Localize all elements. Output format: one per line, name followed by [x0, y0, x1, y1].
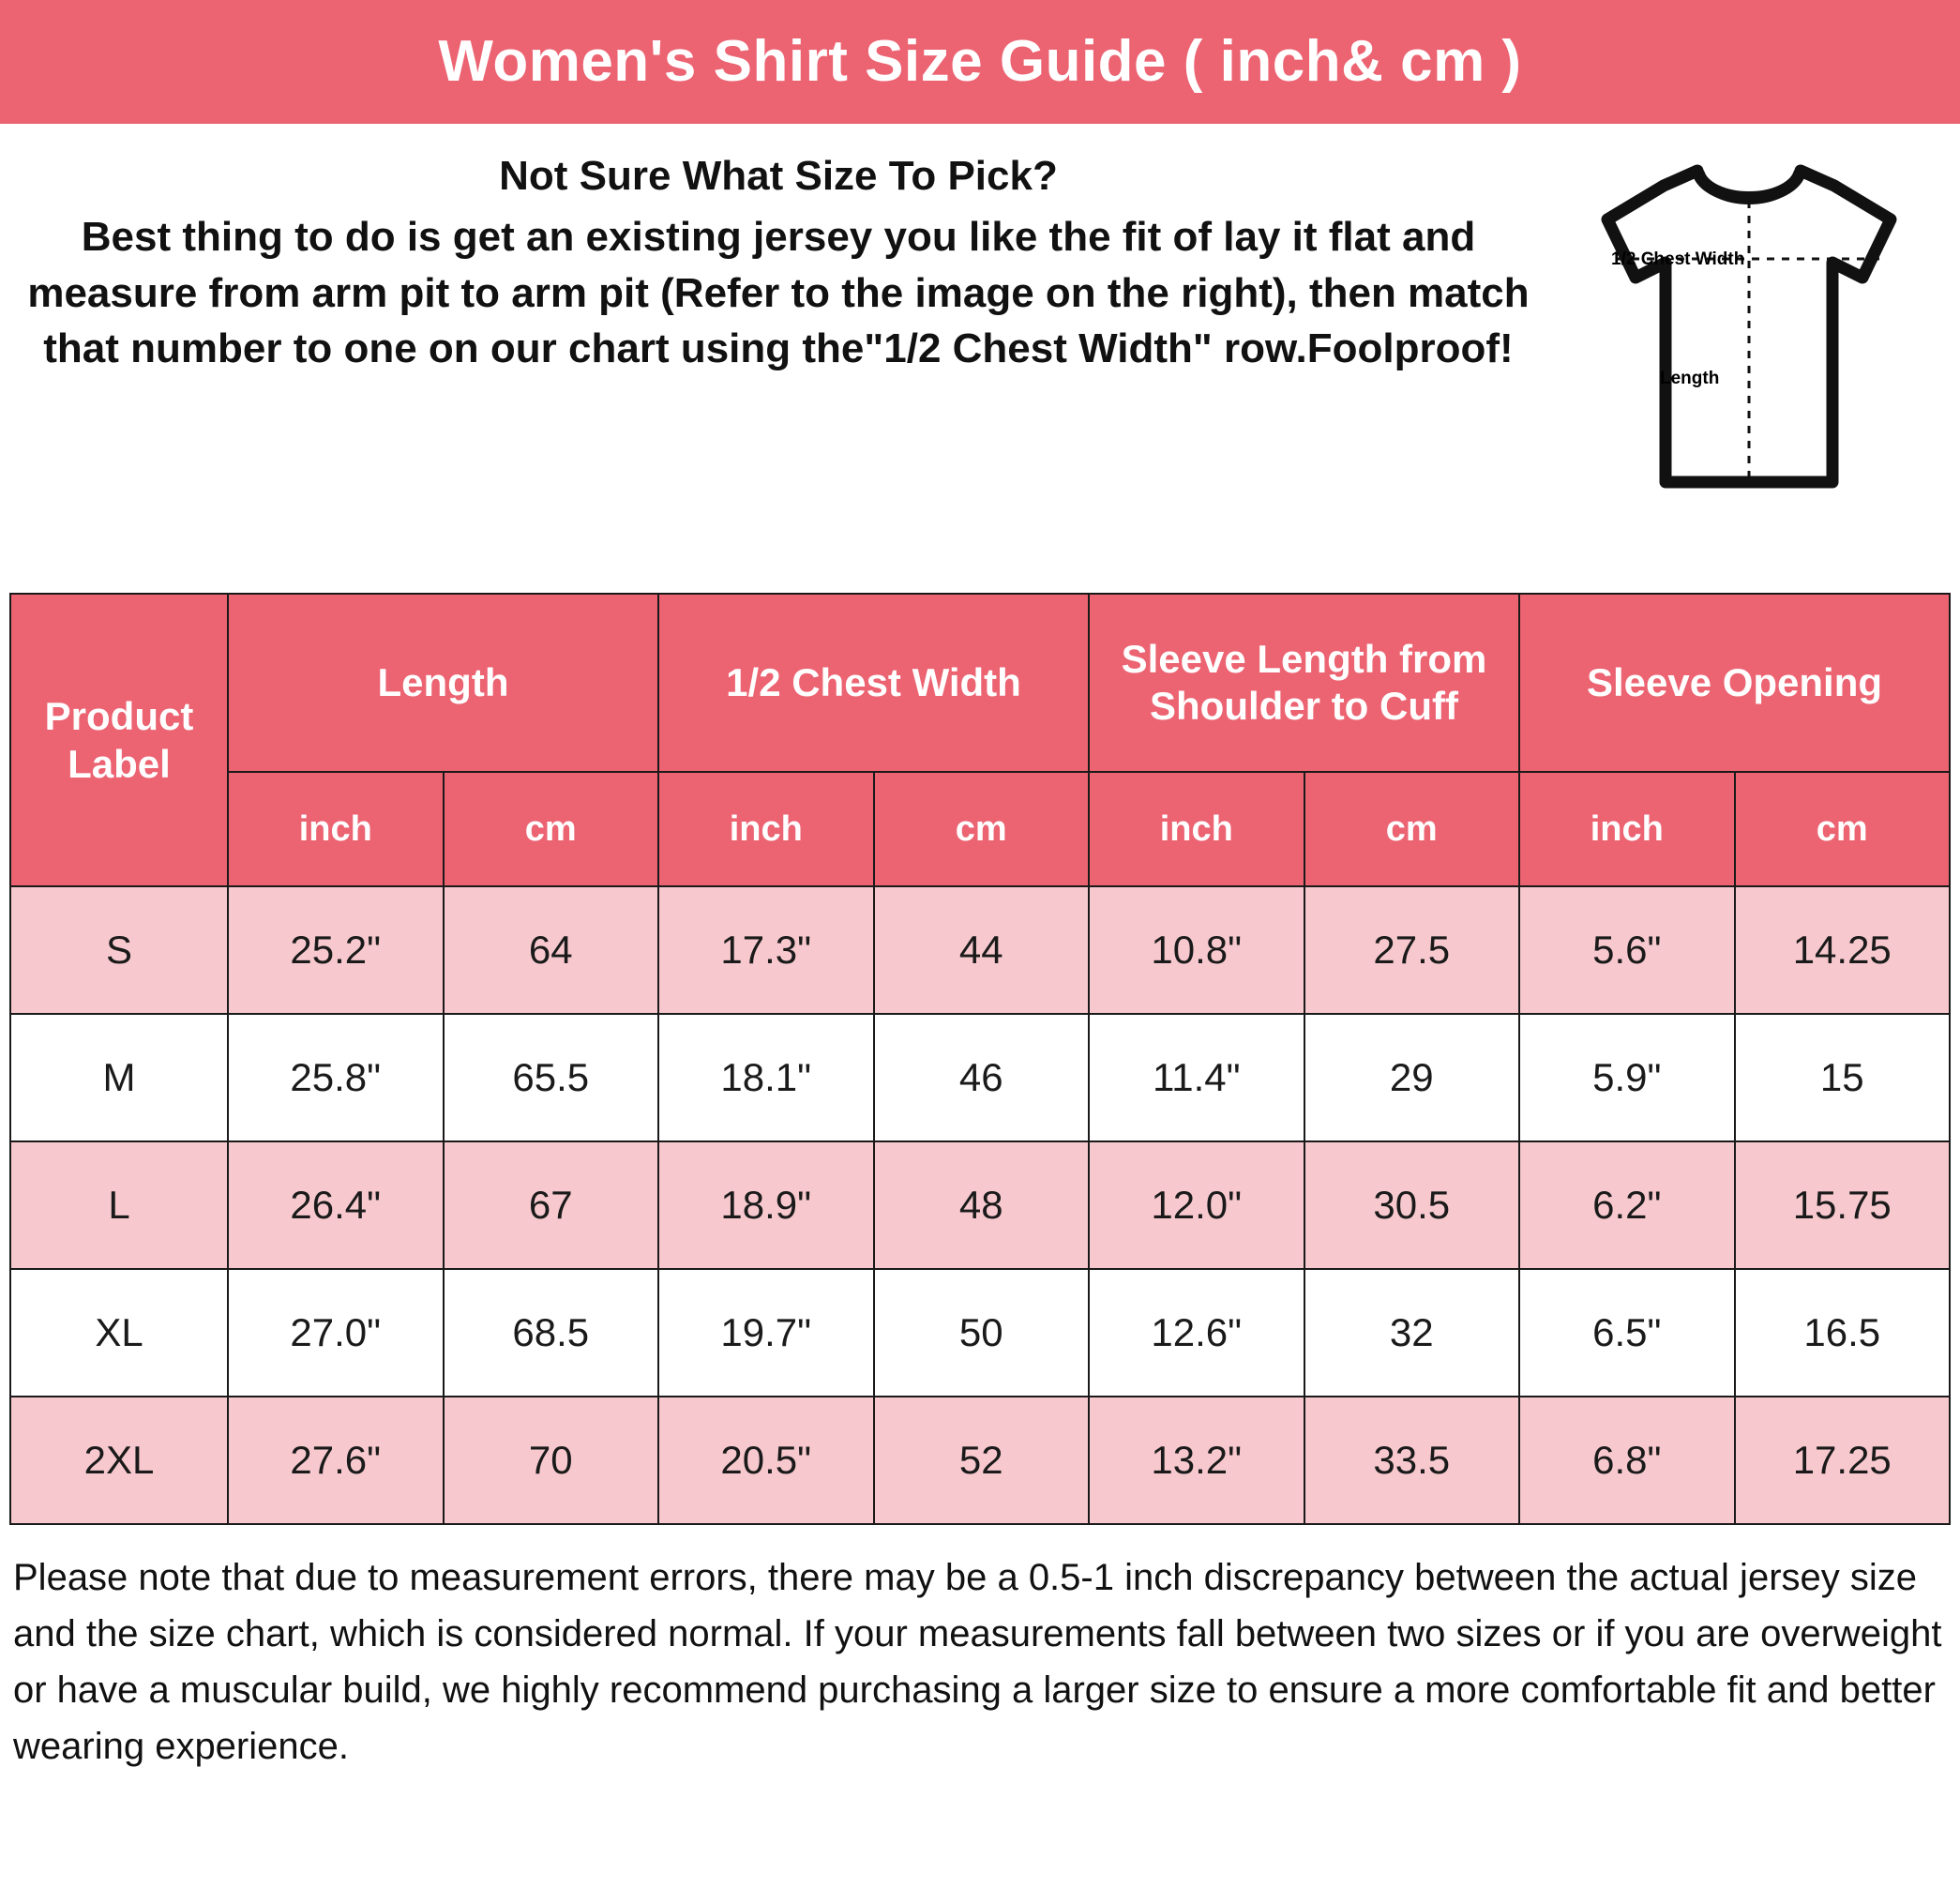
header-row-groups — [10, 594, 1950, 772]
row-size-label: S — [10, 886, 228, 1014]
header-unit-sleeve-length-cm: cm — [1304, 772, 1520, 886]
size-table-body — [10, 886, 1950, 1524]
cell-sleeve-opening-inch: 6.2" — [1519, 1141, 1735, 1269]
cell-sleeve-opening-cm: 17.25 — [1735, 1397, 1951, 1524]
row-size-label: L — [10, 1141, 228, 1269]
cell-length-inch: 27.0" — [228, 1269, 444, 1397]
cell-sleeve-length-cm: 27.5 — [1304, 886, 1520, 1014]
cell-chest-cm: 44 — [874, 886, 1090, 1014]
table-row — [10, 1014, 1950, 1141]
row-size-label: XL — [10, 1269, 228, 1397]
cell-length-cm: 68.5 — [444, 1269, 659, 1397]
cell-sleeve-opening-inch: 6.8" — [1519, 1397, 1735, 1524]
cell-chest-inch: 17.3" — [658, 886, 874, 1014]
cell-length-inch: 26.4" — [228, 1141, 444, 1269]
cell-chest-inch: 18.9" — [658, 1141, 874, 1269]
row-size-label: 2XL — [10, 1397, 228, 1524]
header-product-label: Product Label — [10, 594, 228, 886]
header-unit-sleeve-opening-cm: cm — [1735, 772, 1951, 886]
header-group-sleeve-length: Sleeve Length from Shoulder to Cuff — [1089, 594, 1519, 772]
cell-chest-cm: 52 — [874, 1397, 1090, 1524]
tshirt-icon — [1594, 158, 1904, 495]
cell-chest-cm: 46 — [874, 1014, 1090, 1141]
size-table — [9, 593, 1951, 1525]
intro-lead: Not Sure What Size To Pick? — [499, 153, 1058, 199]
measurement-disclaimer: Please note that due to measurement errors, there may be a 0.5-1 inch discrepancy between the actual jersey size and the size chart, which is considered normal. If your measurements fall between two sizes or if you are overweight or have a muscular build, we highly recommend purchasing a larger size to ensure a more comfortable fit and better wearing experience. — [13, 1557, 1942, 1767]
cell-sleeve-length-cm: 30.5 — [1304, 1141, 1520, 1269]
cell-sleeve-length-inch: 13.2" — [1089, 1397, 1304, 1524]
cell-sleeve-opening-inch: 5.6" — [1519, 886, 1735, 1014]
header-unit-length-cm: cm — [444, 772, 659, 886]
cell-sleeve-opening-cm: 14.25 — [1735, 886, 1951, 1014]
cell-sleeve-opening-inch: 5.9" — [1519, 1014, 1735, 1141]
cell-sleeve-opening-cm: 15 — [1735, 1014, 1951, 1141]
header-group-length: Length — [228, 594, 658, 772]
cell-sleeve-length-inch: 10.8" — [1089, 886, 1304, 1014]
size-table-wrap — [0, 593, 1960, 1525]
cell-sleeve-opening-cm: 15.75 — [1735, 1141, 1951, 1269]
intro-section — [0, 124, 1960, 593]
cell-sleeve-opening-cm: 16.5 — [1735, 1269, 1951, 1397]
table-row — [10, 1397, 1950, 1524]
cell-length-inch: 27.6" — [228, 1397, 444, 1524]
cell-chest-cm: 50 — [874, 1269, 1090, 1397]
header-unit-length-inch: inch — [228, 772, 444, 886]
page-title: Women's Shirt Size Guide ( inch& cm ) — [438, 29, 1522, 94]
chest-width-label: 1/2 Chest Width — [1611, 249, 1745, 269]
cell-length-inch: 25.8" — [228, 1014, 444, 1141]
length-label: Length — [1660, 369, 1720, 388]
table-row — [10, 1269, 1950, 1397]
cell-length-cm: 70 — [444, 1397, 659, 1524]
shirt-illustration — [1594, 158, 1904, 495]
header-unit-chest-inch: inch — [658, 772, 874, 886]
intro-text-block — [9, 148, 1547, 377]
cell-length-inch: 25.2" — [228, 886, 444, 1014]
cell-chest-inch: 18.1" — [658, 1014, 874, 1141]
header-unit-chest-cm: cm — [874, 772, 1090, 886]
page-title-bar — [0, 0, 1960, 124]
cell-length-cm: 67 — [444, 1141, 659, 1269]
table-row — [10, 886, 1950, 1014]
header-unit-sleeve-opening-inch: inch — [1519, 772, 1735, 886]
cell-sleeve-length-inch: 11.4" — [1089, 1014, 1304, 1141]
cell-chest-inch: 19.7" — [658, 1269, 874, 1397]
cell-sleeve-length-cm: 29 — [1304, 1014, 1520, 1141]
header-group-sleeve-opening: Sleeve Opening — [1519, 594, 1950, 772]
cell-sleeve-length-inch: 12.0" — [1089, 1141, 1304, 1269]
cell-sleeve-length-inch: 12.6" — [1089, 1269, 1304, 1397]
intro-body: Best thing to do is get an existing jersey you like the fit of lay it flat and measure from arm pit to arm pit (Refer to the image on the right), then match that number to one on our chart using the"1/2 Chest Width" row.Foolproof! — [27, 214, 1530, 372]
cell-length-cm: 64 — [444, 886, 659, 1014]
cell-sleeve-length-cm: 32 — [1304, 1269, 1520, 1397]
cell-chest-inch: 20.5" — [658, 1397, 874, 1524]
table-row — [10, 1141, 1950, 1269]
row-size-label: M — [10, 1014, 228, 1141]
cell-sleeve-length-cm: 33.5 — [1304, 1397, 1520, 1524]
size-table-head — [10, 594, 1950, 886]
header-row-units — [10, 772, 1950, 886]
cell-sleeve-opening-inch: 6.5" — [1519, 1269, 1735, 1397]
measurement-diagram — [1547, 148, 1951, 495]
header-unit-sleeve-length-inch: inch — [1089, 772, 1304, 886]
cell-length-cm: 65.5 — [444, 1014, 659, 1141]
cell-chest-cm: 48 — [874, 1141, 1090, 1269]
header-group-chest-width: 1/2 Chest Width — [658, 594, 1089, 772]
